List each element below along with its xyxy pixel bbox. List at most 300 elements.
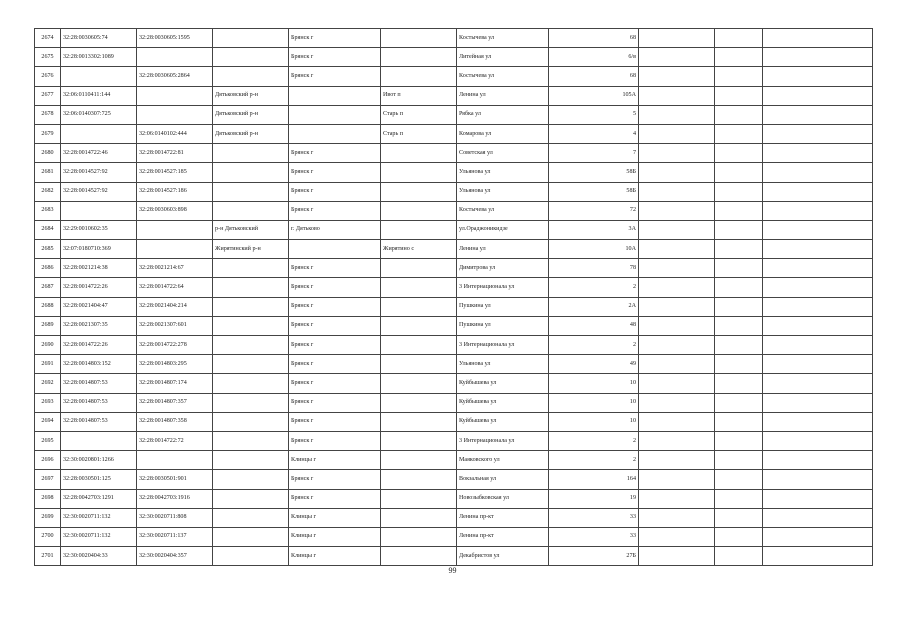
building-cell: 2 (549, 336, 639, 355)
table-row (35, 527, 873, 546)
row-number-cell: 2680 (35, 144, 61, 163)
table-row (35, 278, 873, 297)
row-number-cell: 2676 (35, 67, 61, 86)
row-number-cell: 2691 (35, 355, 61, 374)
street-cell: Ленина ул (457, 86, 549, 105)
city-cell (289, 105, 381, 124)
street-cell: Куйбышева ул (457, 374, 549, 393)
building-cell: 49 (549, 355, 639, 374)
parent-cadastral-number-cell: 32:30:0020404:357 (137, 547, 213, 566)
extra-col-3-cell (763, 201, 873, 220)
extra-col-1-cell (639, 470, 715, 489)
table-row (35, 163, 873, 182)
building-cell: 10 (549, 393, 639, 412)
extra-col-2-cell (715, 48, 763, 67)
parent-cadastral-number-cell: 32:28:0014722:278 (137, 336, 213, 355)
street-cell: Куйбышева ул (457, 393, 549, 412)
extra-col-3-cell (763, 374, 873, 393)
street-cell: Ленина ул (457, 240, 549, 259)
extra-col-2-cell (715, 393, 763, 412)
street-cell: Димитрова ул (457, 259, 549, 278)
parent-cadastral-number-cell: 32:28:0014722:81 (137, 144, 213, 163)
district-cell (213, 48, 289, 67)
extra-col-2-cell (715, 259, 763, 278)
building-cell: 68 (549, 29, 639, 48)
extra-col-1-cell (639, 67, 715, 86)
extra-col-2-cell (715, 451, 763, 470)
cadastral-number-cell (61, 201, 137, 220)
extra-col-2-cell (715, 489, 763, 508)
cadastral-number-cell: 32:29:0010602:35 (61, 220, 137, 239)
table-row (35, 105, 873, 124)
extra-col-3-cell (763, 508, 873, 527)
table-row (35, 29, 873, 48)
building-cell: 48 (549, 316, 639, 335)
settlement-cell (381, 29, 457, 48)
table-row (35, 182, 873, 201)
parent-cadastral-number-cell: 32:28:0021214:67 (137, 259, 213, 278)
settlement-cell: Старь п (381, 105, 457, 124)
row-number-cell: 2692 (35, 374, 61, 393)
district-cell (213, 508, 289, 527)
street-cell: Ульянова ул (457, 182, 549, 201)
cadastral-number-cell: 32:30:0020711:132 (61, 527, 137, 546)
table-row (35, 470, 873, 489)
extra-col-2-cell (715, 316, 763, 335)
row-number-cell: 2679 (35, 124, 61, 143)
city-cell: Брянск г (289, 393, 381, 412)
cadastral-number-cell: 32:28:0014527:92 (61, 163, 137, 182)
table-row (35, 86, 873, 105)
street-cell: Пушкина ул (457, 316, 549, 335)
settlement-cell (381, 393, 457, 412)
street-cell: Костычева ул (457, 67, 549, 86)
district-cell (213, 393, 289, 412)
city-cell (289, 124, 381, 143)
city-cell: Брянск г (289, 470, 381, 489)
city-cell: Брянск г (289, 182, 381, 201)
city-cell: Клинцы г (289, 508, 381, 527)
cadastral-number-cell: 32:28:0042703:1291 (61, 489, 137, 508)
street-cell: Костычева ул (457, 29, 549, 48)
city-cell: Брянск г (289, 67, 381, 86)
extra-col-1-cell (639, 355, 715, 374)
extra-col-1-cell (639, 374, 715, 393)
street-cell: Пушкина ул (457, 297, 549, 316)
extra-col-2-cell (715, 297, 763, 316)
settlement-cell (381, 201, 457, 220)
extra-col-3-cell (763, 527, 873, 546)
table-row (35, 48, 873, 67)
cadastral-number-cell: 32:28:0014807:53 (61, 393, 137, 412)
city-cell: Брянск г (289, 412, 381, 431)
building-cell: 3А (549, 220, 639, 239)
settlement-cell (381, 220, 457, 239)
parent-cadastral-number-cell: 32:06:0140102:444 (137, 124, 213, 143)
extra-col-1-cell (639, 508, 715, 527)
building-cell: 33 (549, 527, 639, 546)
settlement-cell (381, 297, 457, 316)
parent-cadastral-number-cell: 32:28:0030605:2864 (137, 67, 213, 86)
building-cell: 78 (549, 259, 639, 278)
extra-col-1-cell (639, 86, 715, 105)
district-cell (213, 431, 289, 450)
street-cell: Новозыбковская ул (457, 489, 549, 508)
extra-col-3-cell (763, 163, 873, 182)
extra-col-3-cell (763, 431, 873, 450)
extra-col-1-cell (639, 201, 715, 220)
extra-col-3-cell (763, 48, 873, 67)
cadastral-number-cell: 32:28:0014722:46 (61, 144, 137, 163)
cadastral-number-cell: 32:28:0014722:26 (61, 278, 137, 297)
city-cell: Брянск г (289, 336, 381, 355)
extra-col-1-cell (639, 48, 715, 67)
table-row (35, 124, 873, 143)
district-cell (213, 201, 289, 220)
extra-col-3-cell (763, 220, 873, 239)
street-cell: 3 Интернационала ул (457, 336, 549, 355)
extra-col-3-cell (763, 144, 873, 163)
extra-col-1-cell (639, 451, 715, 470)
extra-col-3-cell (763, 182, 873, 201)
parent-cadastral-number-cell: 32:28:0030603:898 (137, 201, 213, 220)
district-cell (213, 527, 289, 546)
city-cell: г. Дятьково (289, 220, 381, 239)
extra-col-1-cell (639, 240, 715, 259)
extra-col-3-cell (763, 393, 873, 412)
extra-col-2-cell (715, 547, 763, 566)
city-cell: Брянск г (289, 355, 381, 374)
cadastral-number-cell: 32:30:0020711:132 (61, 508, 137, 527)
extra-col-2-cell (715, 124, 763, 143)
row-number-cell: 2684 (35, 220, 61, 239)
street-cell: Куйбышева ул (457, 412, 549, 431)
settlement-cell (381, 508, 457, 527)
settlement-cell (381, 144, 457, 163)
cadastral-number-cell: 32:28:0021214:38 (61, 259, 137, 278)
settlement-cell (381, 316, 457, 335)
street-cell: Ульянова ул (457, 355, 549, 374)
district-cell (213, 29, 289, 48)
settlement-cell (381, 470, 457, 489)
city-cell: Брянск г (289, 278, 381, 297)
street-cell: Рябка ул (457, 105, 549, 124)
building-cell: 10А (549, 240, 639, 259)
extra-col-2-cell (715, 431, 763, 450)
row-number-cell: 2678 (35, 105, 61, 124)
street-cell: Литейная ул (457, 48, 549, 67)
table-row (35, 201, 873, 220)
city-cell: Брянск г (289, 29, 381, 48)
building-cell: 19 (549, 489, 639, 508)
row-number-cell: 2698 (35, 489, 61, 508)
row-number-cell: 2690 (35, 336, 61, 355)
street-cell: Комарова ул (457, 124, 549, 143)
settlement-cell (381, 489, 457, 508)
row-number-cell: 2689 (35, 316, 61, 335)
extra-col-2-cell (715, 105, 763, 124)
table-row (35, 259, 873, 278)
cadastral-number-cell (61, 431, 137, 450)
cadastral-number-cell: 32:28:0014807:53 (61, 412, 137, 431)
cadastral-number-cell (61, 124, 137, 143)
extra-col-2-cell (715, 220, 763, 239)
parent-cadastral-number-cell: 32:28:0014803:295 (137, 355, 213, 374)
city-cell: Клинцы г (289, 547, 381, 566)
row-number-cell: 2695 (35, 431, 61, 450)
cadastral-number-cell: 32:28:0014527:92 (61, 182, 137, 201)
row-number-cell: 2681 (35, 163, 61, 182)
city-cell: Брянск г (289, 259, 381, 278)
extra-col-2-cell (715, 201, 763, 220)
extra-col-3-cell (763, 86, 873, 105)
parent-cadastral-number-cell: 32:30:0020711:808 (137, 508, 213, 527)
table-row (35, 240, 873, 259)
extra-col-1-cell (639, 547, 715, 566)
settlement-cell (381, 431, 457, 450)
extra-col-3-cell (763, 240, 873, 259)
extra-col-1-cell (639, 431, 715, 450)
cadastral-number-cell: 32:28:0021404:47 (61, 297, 137, 316)
building-cell: 5 (549, 105, 639, 124)
table-row (35, 316, 873, 335)
extra-col-1-cell (639, 527, 715, 546)
city-cell: Брянск г (289, 431, 381, 450)
row-number-cell: 2686 (35, 259, 61, 278)
cadastral-number-cell (61, 67, 137, 86)
extra-col-3-cell (763, 336, 873, 355)
parent-cadastral-number-cell: 32:28:0014722:64 (137, 278, 213, 297)
street-cell: Ульянова ул (457, 163, 549, 182)
row-number-cell: 2675 (35, 48, 61, 67)
settlement-cell (381, 355, 457, 374)
district-cell (213, 489, 289, 508)
building-cell: 27Б (549, 547, 639, 566)
row-number-cell: 2685 (35, 240, 61, 259)
row-number-cell: 2687 (35, 278, 61, 297)
table-row (35, 547, 873, 566)
street-cell: ул.Ораджоникидзе (457, 220, 549, 239)
street-cell: Советская ул (457, 144, 549, 163)
cadastral-number-cell: 32:06:0110411:144 (61, 86, 137, 105)
row-number-cell: 2694 (35, 412, 61, 431)
parent-cadastral-number-cell (137, 105, 213, 124)
parent-cadastral-number-cell (137, 451, 213, 470)
parent-cadastral-number-cell (137, 48, 213, 67)
extra-col-1-cell (639, 316, 715, 335)
extra-col-3-cell (763, 124, 873, 143)
register-table (34, 28, 873, 566)
city-cell: Брянск г (289, 163, 381, 182)
city-cell: Брянск г (289, 48, 381, 67)
extra-col-2-cell (715, 182, 763, 201)
district-cell (213, 470, 289, 489)
extra-col-3-cell (763, 547, 873, 566)
extra-col-3-cell (763, 259, 873, 278)
extra-col-2-cell (715, 374, 763, 393)
district-cell (213, 316, 289, 335)
table-row (35, 489, 873, 508)
parent-cadastral-number-cell: 32:28:0014807:358 (137, 412, 213, 431)
row-number-cell: 2696 (35, 451, 61, 470)
extra-col-1-cell (639, 220, 715, 239)
building-cell: 10 (549, 412, 639, 431)
extra-col-3-cell (763, 470, 873, 489)
parent-cadastral-number-cell: 32:28:0014807:357 (137, 393, 213, 412)
city-cell (289, 86, 381, 105)
building-cell: 105А (549, 86, 639, 105)
extra-col-2-cell (715, 336, 763, 355)
cadastral-number-cell: 32:06:0140307:725 (61, 105, 137, 124)
cadastral-number-cell: 32:28:0030501:125 (61, 470, 137, 489)
extra-col-2-cell (715, 240, 763, 259)
street-cell: Костычева ул (457, 201, 549, 220)
extra-col-1-cell (639, 393, 715, 412)
row-number-cell: 2674 (35, 29, 61, 48)
city-cell: Брянск г (289, 316, 381, 335)
district-cell (213, 144, 289, 163)
extra-col-3-cell (763, 29, 873, 48)
district-cell (213, 67, 289, 86)
settlement-cell (381, 374, 457, 393)
extra-col-2-cell (715, 508, 763, 527)
extra-col-1-cell (639, 105, 715, 124)
register-table-body (35, 29, 873, 566)
settlement-cell: Старь п (381, 124, 457, 143)
city-cell: Брянск г (289, 489, 381, 508)
district-cell (213, 355, 289, 374)
district-cell: Дятьковский р-н (213, 105, 289, 124)
settlement-cell (381, 547, 457, 566)
parent-cadastral-number-cell: 32:28:0021307:601 (137, 316, 213, 335)
cadastral-number-cell: 32:28:0014803:152 (61, 355, 137, 374)
extra-col-3-cell (763, 316, 873, 335)
district-cell (213, 278, 289, 297)
extra-col-3-cell (763, 489, 873, 508)
extra-col-1-cell (639, 259, 715, 278)
street-cell: Ленина пр-кт (457, 508, 549, 527)
extra-col-2-cell (715, 412, 763, 431)
extra-col-1-cell (639, 297, 715, 316)
extra-col-1-cell (639, 489, 715, 508)
extra-col-2-cell (715, 144, 763, 163)
table-row (35, 393, 873, 412)
parent-cadastral-number-cell: 32:28:0014527:185 (137, 163, 213, 182)
street-cell: Маяковского ул (457, 451, 549, 470)
district-cell (213, 336, 289, 355)
building-cell: 2А (549, 297, 639, 316)
parent-cadastral-number-cell: 32:28:0030501:901 (137, 470, 213, 489)
table-row (35, 144, 873, 163)
district-cell: р-н Дятьковский (213, 220, 289, 239)
district-cell: Дятьковский р-н (213, 86, 289, 105)
row-number-cell: 2699 (35, 508, 61, 527)
extra-col-1-cell (639, 412, 715, 431)
row-number-cell: 2688 (35, 297, 61, 316)
row-number-cell: 2701 (35, 547, 61, 566)
table-row (35, 374, 873, 393)
cadastral-number-cell: 32:28:0014807:53 (61, 374, 137, 393)
parent-cadastral-number-cell: 32:28:0014807:174 (137, 374, 213, 393)
street-cell: 3 Интернационала ул (457, 278, 549, 297)
building-cell: 2 (549, 451, 639, 470)
district-cell (213, 547, 289, 566)
street-cell: Вокзальная ул (457, 470, 549, 489)
extra-col-3-cell (763, 412, 873, 431)
parent-cadastral-number-cell: 32:30:0020711:137 (137, 527, 213, 546)
row-number-cell: 2682 (35, 182, 61, 201)
building-cell: 7 (549, 144, 639, 163)
table-row (35, 508, 873, 527)
settlement-cell: Ивот п (381, 86, 457, 105)
extra-col-1-cell (639, 336, 715, 355)
building-cell: 2 (549, 431, 639, 450)
extra-col-2-cell (715, 163, 763, 182)
extra-col-2-cell (715, 29, 763, 48)
city-cell: Брянск г (289, 297, 381, 316)
district-cell (213, 163, 289, 182)
extra-col-1-cell (639, 182, 715, 201)
city-cell: Клинцы г (289, 451, 381, 470)
parent-cadastral-number-cell: 32:28:0014722:72 (137, 431, 213, 450)
parent-cadastral-number-cell: 32:28:0042703:1916 (137, 489, 213, 508)
extra-col-3-cell (763, 67, 873, 86)
building-cell: 4 (549, 124, 639, 143)
extra-col-2-cell (715, 67, 763, 86)
extra-col-1-cell (639, 124, 715, 143)
extra-col-3-cell (763, 105, 873, 124)
district-cell (213, 412, 289, 431)
building-cell: 2 (549, 278, 639, 297)
extra-col-2-cell (715, 355, 763, 374)
city-cell: Клинцы г (289, 527, 381, 546)
table-row (35, 220, 873, 239)
settlement-cell (381, 451, 457, 470)
page-number: 99 (448, 566, 457, 575)
table-row (35, 431, 873, 450)
building-cell: 33 (549, 508, 639, 527)
parent-cadastral-number-cell (137, 86, 213, 105)
settlement-cell (381, 163, 457, 182)
parent-cadastral-number-cell (137, 220, 213, 239)
building-cell: 58Б (549, 163, 639, 182)
row-number-cell: 2700 (35, 527, 61, 546)
district-cell (213, 182, 289, 201)
settlement-cell (381, 412, 457, 431)
building-cell: 68 (549, 67, 639, 86)
row-number-cell: 2677 (35, 86, 61, 105)
building-cell: 58Б (549, 182, 639, 201)
extra-col-3-cell (763, 297, 873, 316)
parent-cadastral-number-cell: 32:28:0030605:1595 (137, 29, 213, 48)
cadastral-number-cell: 32:07:0180710:369 (61, 240, 137, 259)
city-cell: Брянск г (289, 144, 381, 163)
district-cell (213, 259, 289, 278)
settlement-cell (381, 67, 457, 86)
city-cell: Брянск г (289, 374, 381, 393)
cadastral-number-cell: 32:28:0014722:26 (61, 336, 137, 355)
building-cell: 10 (549, 374, 639, 393)
extra-col-3-cell (763, 278, 873, 297)
extra-col-1-cell (639, 144, 715, 163)
table-row (35, 412, 873, 431)
table-row (35, 297, 873, 316)
row-number-cell: 2693 (35, 393, 61, 412)
street-cell: Декабристов ул (457, 547, 549, 566)
row-number-cell: 2697 (35, 470, 61, 489)
district-cell (213, 297, 289, 316)
district-cell (213, 374, 289, 393)
